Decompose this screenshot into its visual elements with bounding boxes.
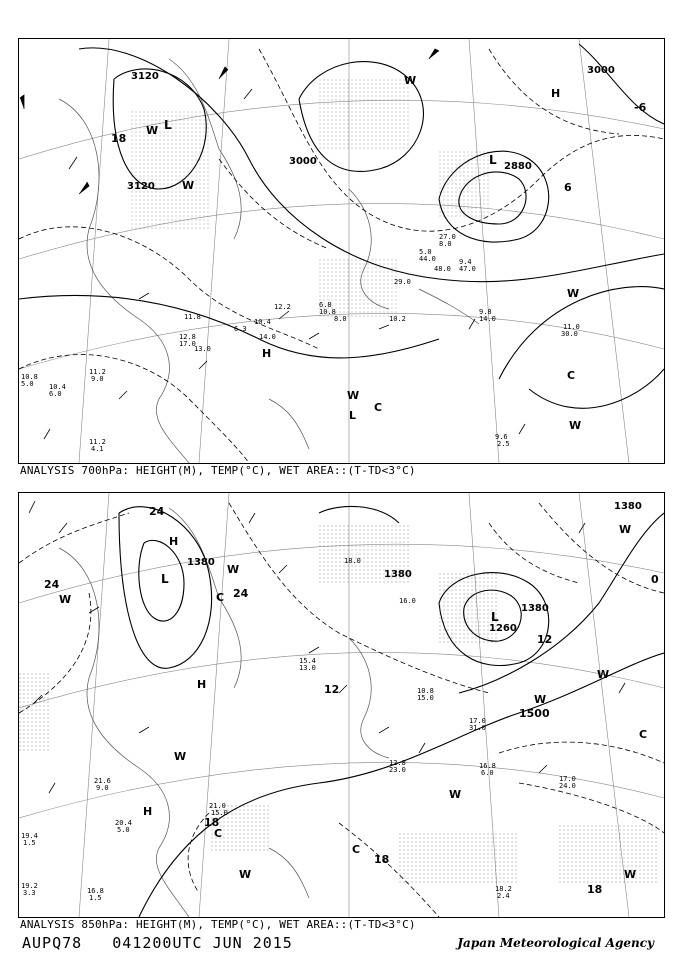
station-value: 13.0 bbox=[299, 664, 316, 672]
caption-700hpa: ANALYSIS 700hPa: HEIGHT(M), TEMP(°C), WET AREA::(T-TD<3°C) bbox=[20, 464, 416, 477]
station-value: 6.0 bbox=[481, 769, 494, 777]
contour-label: 3120 bbox=[127, 181, 155, 192]
station-value: 48.0 bbox=[434, 265, 451, 273]
system-marker: W bbox=[624, 868, 637, 881]
map-700hpa bbox=[19, 39, 664, 463]
isotherm-label: 12 bbox=[537, 633, 553, 646]
station-value: 44.0 bbox=[419, 255, 436, 263]
station-value: 20.4 bbox=[115, 819, 132, 827]
station-value: 18.0 bbox=[344, 557, 361, 565]
station-value: 24.0 bbox=[559, 782, 576, 790]
system-marker: W bbox=[347, 389, 360, 402]
isotherm-label: 0 bbox=[651, 573, 659, 586]
system-marker: C bbox=[567, 369, 576, 382]
station-value: 10.8 bbox=[21, 373, 38, 381]
valid-time: 041200UTC JUN 2015 bbox=[112, 934, 293, 952]
station-value: 14.0 bbox=[259, 333, 276, 341]
station-value: 17.0 bbox=[559, 775, 576, 783]
station-value: 18.2 bbox=[495, 885, 512, 893]
station-value: 2.4 bbox=[497, 892, 510, 900]
station-value: 1.5 bbox=[23, 839, 36, 847]
station-value: 10.2 bbox=[389, 315, 406, 323]
isotherm-label: 12 bbox=[324, 683, 340, 696]
station-value: 11.8 bbox=[184, 313, 201, 321]
isotherm-label: -6 bbox=[634, 101, 647, 114]
system-marker: L bbox=[349, 409, 357, 422]
contour-label: 1380 bbox=[384, 569, 412, 580]
system-marker: L bbox=[164, 118, 172, 132]
station-value: 5.0 bbox=[117, 826, 130, 834]
contour-label: 1500 bbox=[519, 707, 550, 720]
system-marker: L bbox=[491, 610, 499, 624]
system-marker: C bbox=[639, 728, 648, 741]
station-value: 6.8 bbox=[319, 301, 332, 309]
system-marker: H bbox=[143, 805, 153, 818]
station-value: 11.0 bbox=[563, 323, 580, 331]
station-value: 23.0 bbox=[389, 766, 406, 774]
station-value: 9.6 bbox=[495, 433, 508, 441]
contour-label: 1260 bbox=[489, 623, 517, 634]
system-marker: W bbox=[569, 419, 582, 432]
station-value: 6.0 bbox=[49, 390, 62, 398]
isotherm-label: 18 bbox=[587, 883, 603, 896]
station-value: 13.0 bbox=[194, 345, 211, 353]
caption-850hpa: ANALYSIS 850hPa: HEIGHT(M), TEMP(°C), WET AREA::(T-TD<3°C) bbox=[20, 918, 416, 931]
station-value: 31.0 bbox=[469, 724, 486, 732]
system-marker: W bbox=[174, 750, 187, 763]
station-value: 14.0 bbox=[479, 315, 496, 323]
station-value: 27.0 bbox=[439, 233, 456, 241]
station-value: 8.0 bbox=[334, 315, 347, 323]
system-marker: H bbox=[169, 535, 179, 548]
station-value: 9.4 bbox=[459, 258, 472, 266]
contour-label: 1380 bbox=[614, 501, 642, 512]
system-marker: W bbox=[59, 593, 72, 606]
station-value: 15.4 bbox=[299, 657, 316, 665]
station-value: 21.6 bbox=[94, 777, 111, 785]
contour-label: 3000 bbox=[289, 156, 317, 167]
station-value: 15.0 bbox=[417, 694, 434, 702]
chart-700hpa bbox=[18, 38, 665, 464]
station-value: 5.0 bbox=[419, 248, 432, 256]
station-value: 4.1 bbox=[91, 445, 104, 453]
station-value: 10.8 bbox=[417, 687, 434, 695]
system-marker: W bbox=[449, 788, 462, 801]
agency-name: Japan Meteorological Agency bbox=[457, 936, 654, 950]
station-value: 19.2 bbox=[21, 882, 38, 890]
station-value: 47.0 bbox=[459, 265, 476, 273]
station-value: 15.0 bbox=[211, 809, 228, 817]
system-marker: W bbox=[227, 563, 240, 576]
system-marker: W bbox=[146, 124, 159, 137]
isotherm-label: 18 bbox=[374, 853, 390, 866]
isotherm-label: 24 bbox=[44, 578, 60, 591]
contour-label: 3120 bbox=[131, 71, 159, 82]
system-marker: C bbox=[216, 591, 225, 604]
system-marker: W bbox=[619, 523, 632, 536]
station-value: 17.0 bbox=[179, 340, 196, 348]
system-marker: W bbox=[239, 868, 252, 881]
station-value: 11.2 bbox=[89, 368, 106, 376]
station-value: 9.0 bbox=[96, 784, 109, 792]
isotherm-label: 24 bbox=[233, 587, 249, 600]
contour-label: 1380 bbox=[187, 557, 215, 568]
system-marker: W bbox=[534, 693, 547, 706]
station-value: 12.2 bbox=[274, 303, 291, 311]
product-code: AUPQ78 bbox=[22, 934, 83, 952]
system-marker: W bbox=[597, 668, 610, 681]
system-marker: C bbox=[374, 401, 383, 414]
station-value: 17.0 bbox=[469, 717, 486, 725]
isotherm-label: 24 bbox=[149, 505, 165, 518]
isotherm-label: 6 bbox=[564, 181, 572, 194]
station-value: 12.8 bbox=[389, 759, 406, 767]
isotherm-label: 18 bbox=[111, 132, 127, 145]
station-value: 1.5 bbox=[89, 894, 102, 902]
station-value: 16.0 bbox=[399, 597, 416, 605]
station-value: 2.5 bbox=[497, 440, 510, 448]
system-marker: H bbox=[262, 347, 272, 360]
system-marker: H bbox=[197, 678, 207, 691]
station-value: 9.0 bbox=[91, 375, 104, 383]
system-marker: W bbox=[182, 179, 195, 192]
coastlines-700 bbox=[59, 59, 479, 463]
station-value: 16.8 bbox=[479, 762, 496, 770]
system-marker: L bbox=[489, 153, 497, 167]
contour-labels-850 bbox=[187, 501, 642, 720]
contour-label: 1380 bbox=[521, 603, 549, 614]
station-value: 12.8 bbox=[179, 333, 196, 341]
wet-areas-700 bbox=[129, 79, 489, 319]
system-marker: H bbox=[551, 87, 561, 100]
station-value: 5.0 bbox=[21, 380, 34, 388]
system-marker: L bbox=[161, 572, 169, 586]
system-marker: W bbox=[404, 74, 417, 87]
station-value: 3.3 bbox=[23, 889, 36, 897]
system-marker: C bbox=[214, 827, 223, 840]
station-value: 21.0 bbox=[209, 802, 226, 810]
chart-850hpa bbox=[18, 492, 665, 918]
station-value: 6.3 bbox=[234, 325, 247, 333]
station-value: 19.4 bbox=[21, 832, 38, 840]
station-value: 8.0 bbox=[439, 240, 452, 248]
contour-label: 3000 bbox=[587, 65, 615, 76]
chart-footer-code bbox=[22, 934, 293, 952]
station-value: 9.8 bbox=[479, 308, 492, 316]
station-value: 30.0 bbox=[561, 330, 578, 338]
system-marker: C bbox=[352, 843, 361, 856]
station-value: 10.4 bbox=[49, 383, 66, 391]
contour-label: 2880 bbox=[504, 161, 532, 172]
isotherm-label: 18 bbox=[204, 816, 220, 829]
station-value: 11.2 bbox=[89, 438, 106, 446]
station-value: 10.4 bbox=[254, 318, 271, 326]
station-value: 10.8 bbox=[319, 308, 336, 316]
system-marker: W bbox=[567, 287, 580, 300]
station-value: 16.8 bbox=[87, 887, 104, 895]
station-value: 29.0 bbox=[394, 278, 411, 286]
map-850hpa bbox=[19, 493, 664, 917]
